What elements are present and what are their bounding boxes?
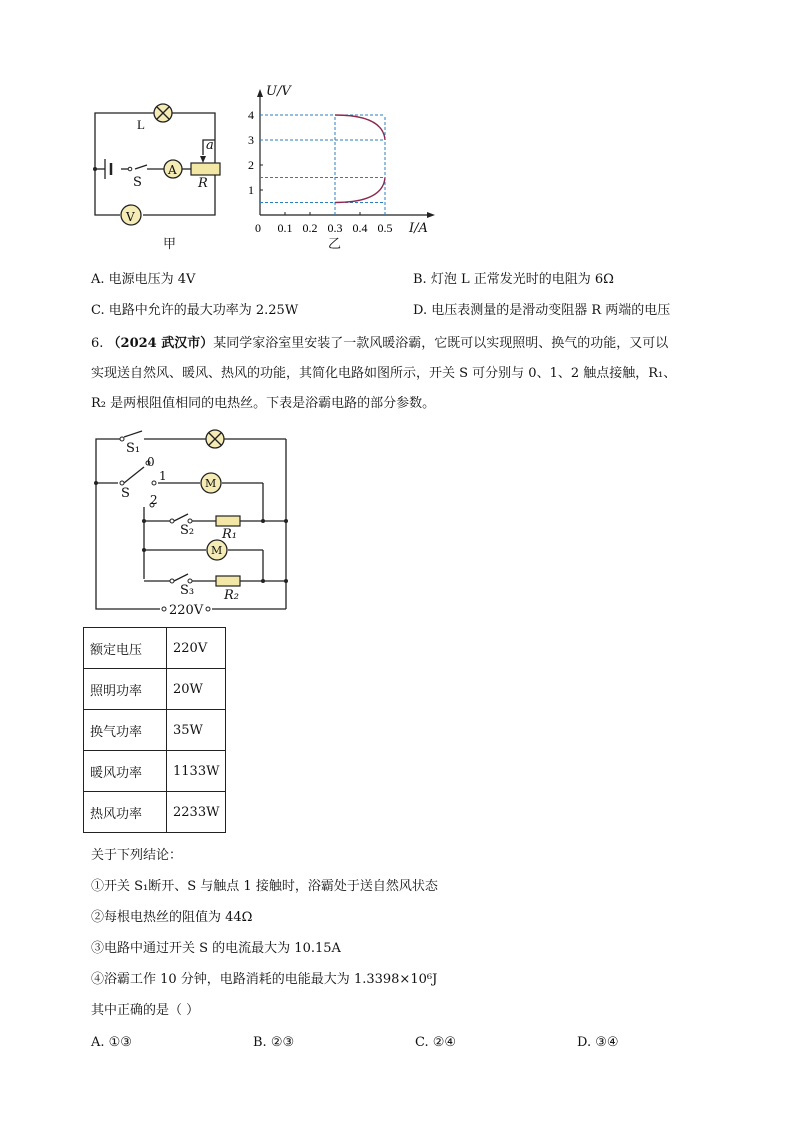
lamp-icon [206, 430, 224, 448]
table-row: 热风功率 2233W [84, 792, 226, 833]
q6-stem-line2: 实现送自然风、暖风、热风的功能，其简化电路如图所示，开关 S 可分别与 0、1、2 触点接触，R₁、 [91, 366, 677, 381]
resistor-label: R [198, 176, 208, 191]
s-label: S [121, 486, 130, 501]
x-tick-label: 0.1 [277, 221, 293, 235]
parameter-table [83, 627, 226, 833]
question-prompt: 其中正确的是（ ） [91, 1003, 200, 1018]
curve-lower [335, 178, 385, 203]
contact-0-label: 0 [147, 455, 155, 469]
origin-label: 0 [255, 221, 261, 235]
q6-source: （2024 武汉市） [107, 336, 214, 351]
switch-label: S [133, 175, 142, 190]
x-axis-label: I/A [409, 221, 428, 236]
lamp-icon [154, 104, 172, 122]
motor-1-label: M [205, 477, 217, 490]
conclusions-intro: 关于下列结论： [91, 848, 183, 863]
y-tick-label: 4 [248, 108, 254, 122]
x-axis-arrow [427, 212, 435, 218]
conclusion-3: ③电路中通过开关 S 的电流最大为 10.15A [91, 941, 341, 956]
contact-1-label: 1 [159, 469, 167, 483]
y-tick-label: 1 [248, 183, 254, 197]
y-axis-label: U/V [266, 84, 291, 99]
curve-upper [335, 115, 385, 140]
q6-option-c: C. ②④ [415, 1035, 457, 1050]
s1-label: S₁ [126, 441, 141, 456]
s2-label: S₂ [180, 523, 195, 538]
x-tick-label: 0.4 [352, 221, 368, 235]
junction-dot [93, 167, 97, 171]
table-row: 额定电压 220V [84, 628, 226, 669]
q6-stem-line3: R₂ 是两根阻值相同的电热丝。下表是浴霸电路的部分参数。 [91, 396, 436, 411]
table-row: 暖风功率 1133W [84, 751, 226, 792]
q6-text1: 某同学家浴室里安装了一款风暖浴霸，它既可以实现照明、换气的功能，又可以 [213, 336, 669, 351]
x-tick-label: 0.5 [377, 221, 393, 235]
conclusion-2: ②每根电热丝的阻值为 44Ω [91, 910, 253, 925]
q6-option-a: A. ①③ [91, 1035, 132, 1050]
table-row: 照明功率 20W [84, 669, 226, 710]
y-tick-label: 3 [248, 133, 254, 147]
q6-number: 6. [91, 336, 104, 351]
motor-2-label: M [211, 544, 223, 557]
voltmeter-label: V [126, 210, 135, 224]
slider-label: a [206, 138, 214, 153]
q6-option-b: B. ②③ [253, 1035, 295, 1050]
heater-r2 [216, 576, 240, 586]
conclusion-4: ④浴霸工作 10 分钟，电路消耗的电能最大为 1.3398×10⁶J [91, 972, 438, 987]
s3-label: S₃ [180, 583, 195, 598]
r2-label: R₂ [224, 588, 239, 603]
supply-label: 220V [169, 603, 204, 618]
y-axis-arrow [257, 89, 263, 97]
q5-option-b: B. 灯泡 L 正常发光时的电阻为 6Ω [413, 272, 614, 287]
lamp-label: L [137, 117, 145, 132]
q5-option-c: C. 电路中允许的最大功率为 2.25W [91, 303, 299, 318]
caption-yi: 乙 [328, 237, 342, 252]
ammeter-label: A [168, 163, 177, 177]
x-tick-label: 0.2 [302, 221, 318, 235]
resistor-r [191, 163, 220, 175]
heater-r1 [216, 516, 240, 526]
q5-option-d: D. 电压表测量的是滑动变阻器 R 两端的电压 [413, 303, 671, 318]
q6-option-d: D. ③④ [577, 1035, 619, 1050]
conclusion-1: ①开关 S₁断开、S 与触点 1 接触时，浴霸处于送自然风状态 [91, 879, 438, 894]
circuit-diagram-jia [85, 95, 235, 260]
r1-label: R₁ [222, 527, 237, 542]
q6-stem-line1 [91, 336, 668, 352]
y-tick-label: 2 [248, 158, 254, 172]
caption-jia: 甲 [163, 237, 177, 252]
contact-2-label: 2 [150, 493, 158, 507]
x-tick-label: 0.3 [327, 221, 343, 235]
q5-option-a: A. 电源电压为 4V [91, 272, 196, 287]
table-row: 换气功率 35W [84, 710, 226, 751]
